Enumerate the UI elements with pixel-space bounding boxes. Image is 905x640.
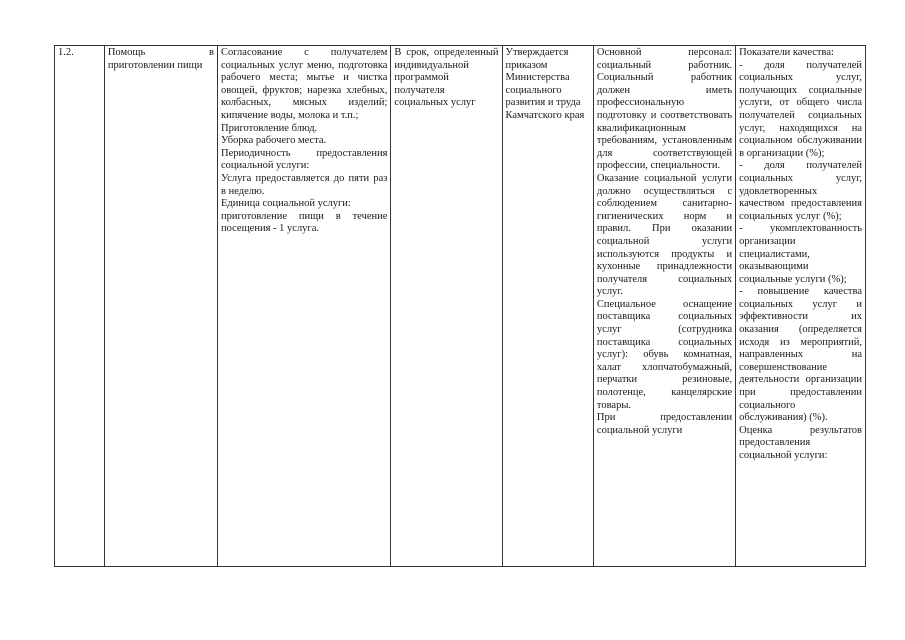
cell-quality-indicators: [736, 46, 866, 567]
cell-service-name: [104, 46, 217, 567]
item-number-text: 1.2.: [58, 47, 74, 58]
cell-service-tariff: [502, 46, 593, 567]
service-content-text: Согласование с получателем социальных услуг меню, подготовка рабочего места; мытье и чистка овощей, фруктов; нарезка хлебных, колбасных, мясных изделий; кипячение воды, молока и т.п.; Приготовление блюд. Уборка рабочего места. Периодичность предоставления социальной услуги: Услуга предоставляется до пяти раз в неделю. Единица социальной услуги: приготовление пищи в течение посещения - 1 услуга.: [221, 47, 388, 235]
service-term-text: В срок, определенный индивидуальной программой получателя социальных услуг: [394, 47, 499, 109]
quality-indicators-text: Показатели качества: - доля получателей социальных услуг, получающих социальные услуги, от общего числа получателей социальных услуг, находящихся на социальном обслуживании в организации (%); - доля получателей социальных услуг, удовлетворенных качеством предоставления социальных услуг (%); - укомплектованность организации специалистами, оказывающими социальные услуги (%); - повышение качества социальных услуг и эффективности их оказания (определяется исходя из мероприятий, направленных на совершенствование деятельности организации при предоставлении социального обслуживания) (%). Оценка результатов предоставления социальной услуги:: [739, 47, 862, 461]
service-name-text: Помощь в приготовлении пищи: [107, 47, 215, 71]
service-standard-table: [54, 45, 866, 567]
service-tariff-text: Утверждается приказом Министерства социального развития и труда Камчатского края: [505, 47, 585, 121]
table-row: [55, 46, 866, 567]
cell-service-content: [218, 46, 391, 567]
cell-service-term: [391, 46, 502, 567]
cell-service-conditions: [593, 46, 735, 567]
service-conditions-text: Основной персонал: социальный работник. Социальный работник должен иметь профессиональную подготовку и соответствовать квалификационным требованиям, установленным для соответствующей профессии, специальности. Оказание социальной услуги должно осуществляться с соблюдением санитарно-гигиенических норм и правил. При оказании социальной услуги используются продукты и кухонные принадлежности получателя социальных услуг. Специальное оснащение поставщика социальных услуг (сотрудника поставщика социальных услуг): обувь комнатная, халат хлопчатобумажный, перчатки резиновые, полотенце, канцелярские товары. При предоставлении социальной услуги: [596, 47, 733, 436]
cell-item-number: [55, 46, 105, 567]
